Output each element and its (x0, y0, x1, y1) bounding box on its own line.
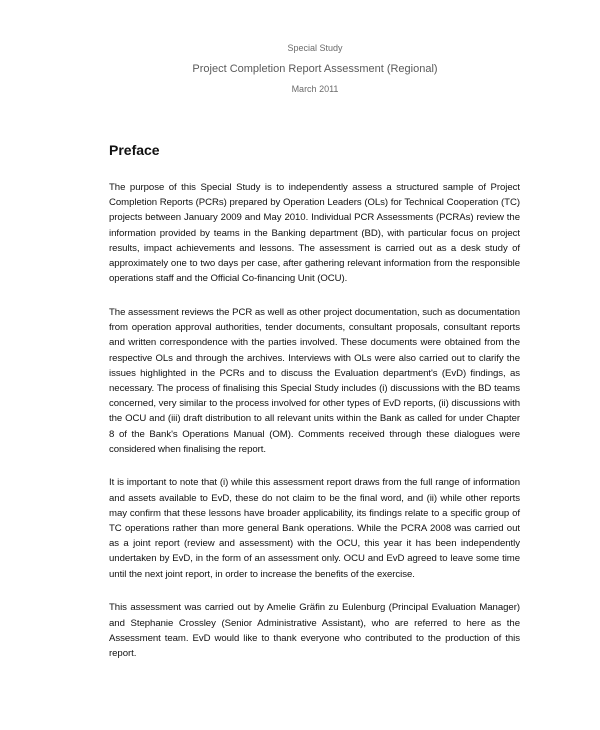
paragraph: The purpose of this Special Study is to independently assess a structured sample of Project Completion Reports (PCRs) prepared by Operation Leaders (OLs) for Technical Cooperation (TC) projects between January 2009 and May 2010. Individual PCR Assessments (PCRAs) review the information provided by teams in the Banking department (BD), with particular focus on project results, impact achievements and lessons. The assessment is carried out as a desk study of approximately one to two days per case, after gathering relevant information from the responsible operations staff and the Official Co-financing Unit (OCU). (109, 182, 520, 285)
document-date: March 2011 (291, 84, 339, 94)
preface-body (109, 180, 520, 680)
document-title: Project Completion Report Assessment (Regional) (192, 63, 438, 75)
section-heading: Preface (109, 142, 160, 158)
document-header (0, 42, 600, 95)
document-kicker: Special Study (287, 43, 343, 53)
paragraph: It is important to note that (i) while this assessment report draws from the full range of information and assets available to EvD, these do not claim to be the final word, and (ii) while other reports may confirm that these lessons have broader applicability, its findings relate to a specific group of TC operations rather than more general Bank operations. While the PCRA 2008 was carried out as a joint report (review and assessment) with the OCU, this year it has been independently undertaken by EvD, in the form of an assessment only. OCU and EvD agreed to leave some time until the next joint report, in order to increase the benefits of the exercise. (109, 477, 520, 580)
paragraph: This assessment was carried out by Amelie Gräfin zu Eulenburg (Principal Evaluation Manager) and Stephanie Crossley (Senior Administrative Assistant), who are referred to here as the Assessment team. EvD would like to thank everyone who contributed to the production of this report. (109, 602, 520, 659)
paragraph: The assessment reviews the PCR as well as other project documentation, such as documentation from operation approval authorities, tender documents, consultant proposals, consultant reports and written correspondence with the parties involved. These documents were obtained from the respective OLs and through the archives. Interviews with OLs were also carried out to clarify the issues highlighted in the PCRs and to discuss the Evaluation department's (EvD) findings, as necessary. The process of finalising this Special Study includes (i) discussions with the BD teams concerned, very similar to the process involved for other types of EvD reports, (ii) discussions with the OCU and (iii) draft distribution to all relevant units within the Bank as called for under Chapter 8 of the Bank's Operations Manual (OM). Comments received through these dialogues were considered when finalising the report. (109, 306, 520, 455)
